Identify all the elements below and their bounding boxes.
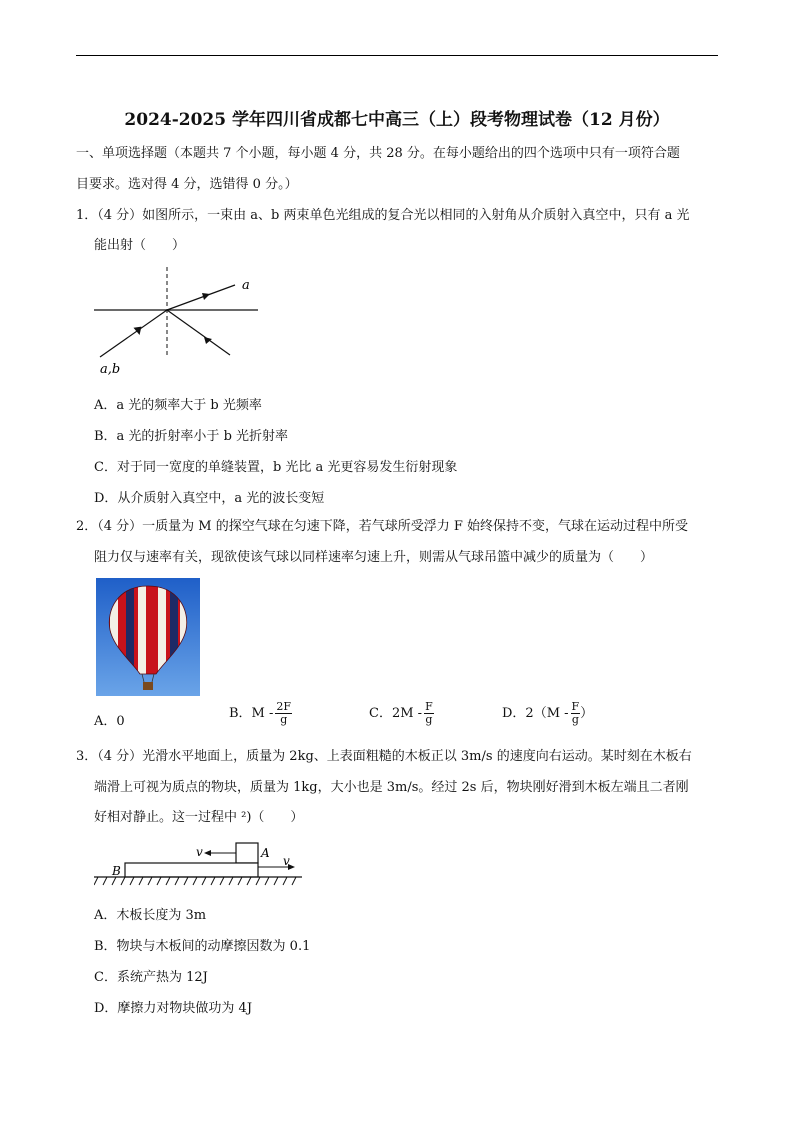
incident-ray: [100, 310, 167, 357]
q2-option-c: [369, 701, 434, 726]
q2-option-c-denominator: g: [425, 713, 433, 726]
q2-stem-line2: 阻力仅与速率有关，现欲使该气球以同样速率匀速上升，则需从气球吊篮中减少的质量为（ ）: [94, 550, 654, 565]
section-intro-line2: 目要求。选对得 4 分，选错得 0 分。）: [76, 177, 298, 192]
block-velocity-arrowhead: [204, 850, 211, 856]
label-ab: a,b: [100, 362, 121, 377]
label-a: a: [242, 278, 250, 293]
q1-option-b: B．a 光的折射率小于 b 光折射率: [94, 429, 289, 444]
header-rule: [76, 55, 718, 56]
q2-option-b-fraction: [275, 701, 292, 726]
q2-option-d-denominator: g: [571, 713, 579, 726]
q2-option-d-prefix: D．2（M -: [502, 706, 569, 721]
refracted-arrowhead: [202, 293, 210, 300]
q2-option-b-prefix: B．M -: [229, 706, 274, 721]
balloon-basket: [143, 682, 153, 690]
q2-option-d-suffix: ）: [580, 706, 594, 721]
label-v-left: v: [196, 845, 203, 859]
label-A: A: [261, 846, 270, 860]
page-title: 2024-2025 学年四川省成都七中高三（上）段考物理试卷（12 月份）: [124, 110, 670, 130]
q3-stem-line2: 端滑上可视为质点的物块，质量为 1kg，大小也是 3m/s。经过 2s 后，物块刚好滑到木板左端且二者刚: [94, 780, 689, 795]
q1-option-a: A．a 光的频率大于 b 光频率: [94, 398, 262, 413]
q3-stem-line3: 好相对静止。这一过程中 ²)（ ）: [94, 810, 304, 825]
q3-option-c: C．系统产热为 12J: [94, 970, 208, 985]
q2-option-c-prefix: C．2M -: [369, 706, 423, 721]
board-b: [125, 863, 258, 877]
reflected-ray: [167, 310, 230, 355]
q2-option-b: [229, 701, 292, 726]
q2-option-d: [502, 701, 593, 726]
q1-stem-line1: 1．（4 分）如图所示，一束由 a、b 两束单色光组成的复合光以相同的入射角从介质射入真空中，只有 a 光: [76, 208, 690, 223]
q1-stem-line2: 能出射（ ）: [94, 238, 186, 253]
q2-option-b-numerator: 2F: [276, 700, 292, 713]
q2-option-d-fraction: [571, 701, 581, 726]
refracted-ray: [167, 285, 235, 310]
q1-option-c: C．对于同一宽度的单缝装置，b 光比 a 光更容易发生衍射现象: [94, 460, 458, 475]
q2-option-a: A．0: [94, 714, 125, 729]
label-B: B: [112, 864, 121, 878]
q2-option-c-numerator: F: [425, 700, 433, 713]
q2-option-c-fraction: [424, 701, 434, 726]
reflected-arrowhead: [204, 337, 212, 344]
q2-stem-line1: 2．（4 分）一质量为 M 的探空气球在匀速下降，若气球所受浮力 F 始终保持不变，气球在运动过程中所受: [76, 519, 689, 534]
q3-option-d: D．摩擦力对物块做功为 4J: [94, 1001, 253, 1016]
block-a: [236, 843, 258, 863]
q1-option-d: D．从介质射入真空中，a 光的波长变短: [94, 491, 325, 506]
q3-option-b: B．物块与木板间的动摩擦因数为 0.1: [94, 939, 311, 954]
q2-option-b-denominator: g: [280, 713, 288, 726]
ground-hatching: [94, 877, 296, 885]
q3-board-block-figure: [94, 835, 306, 890]
label-v-right: v: [283, 854, 290, 868]
q2-option-d-numerator: F: [571, 700, 580, 713]
hot-air-balloon-image: [96, 578, 200, 696]
q3-option-a: A．木板长度为 3m: [94, 908, 207, 923]
section-intro-line1: 一、单项选择题（本题共 7 个小题，每小题 4 分，共 28 分。在每小题给出的四个选项中只有一项符合题: [76, 146, 680, 161]
q3-stem-line1: 3．（4 分）光滑水平地面上，质量为 2kg、上表面粗糙的木板正以 3m/s 的速度向右运动。某时刻在木板右: [76, 749, 692, 764]
q1-refraction-figure: [90, 265, 262, 380]
